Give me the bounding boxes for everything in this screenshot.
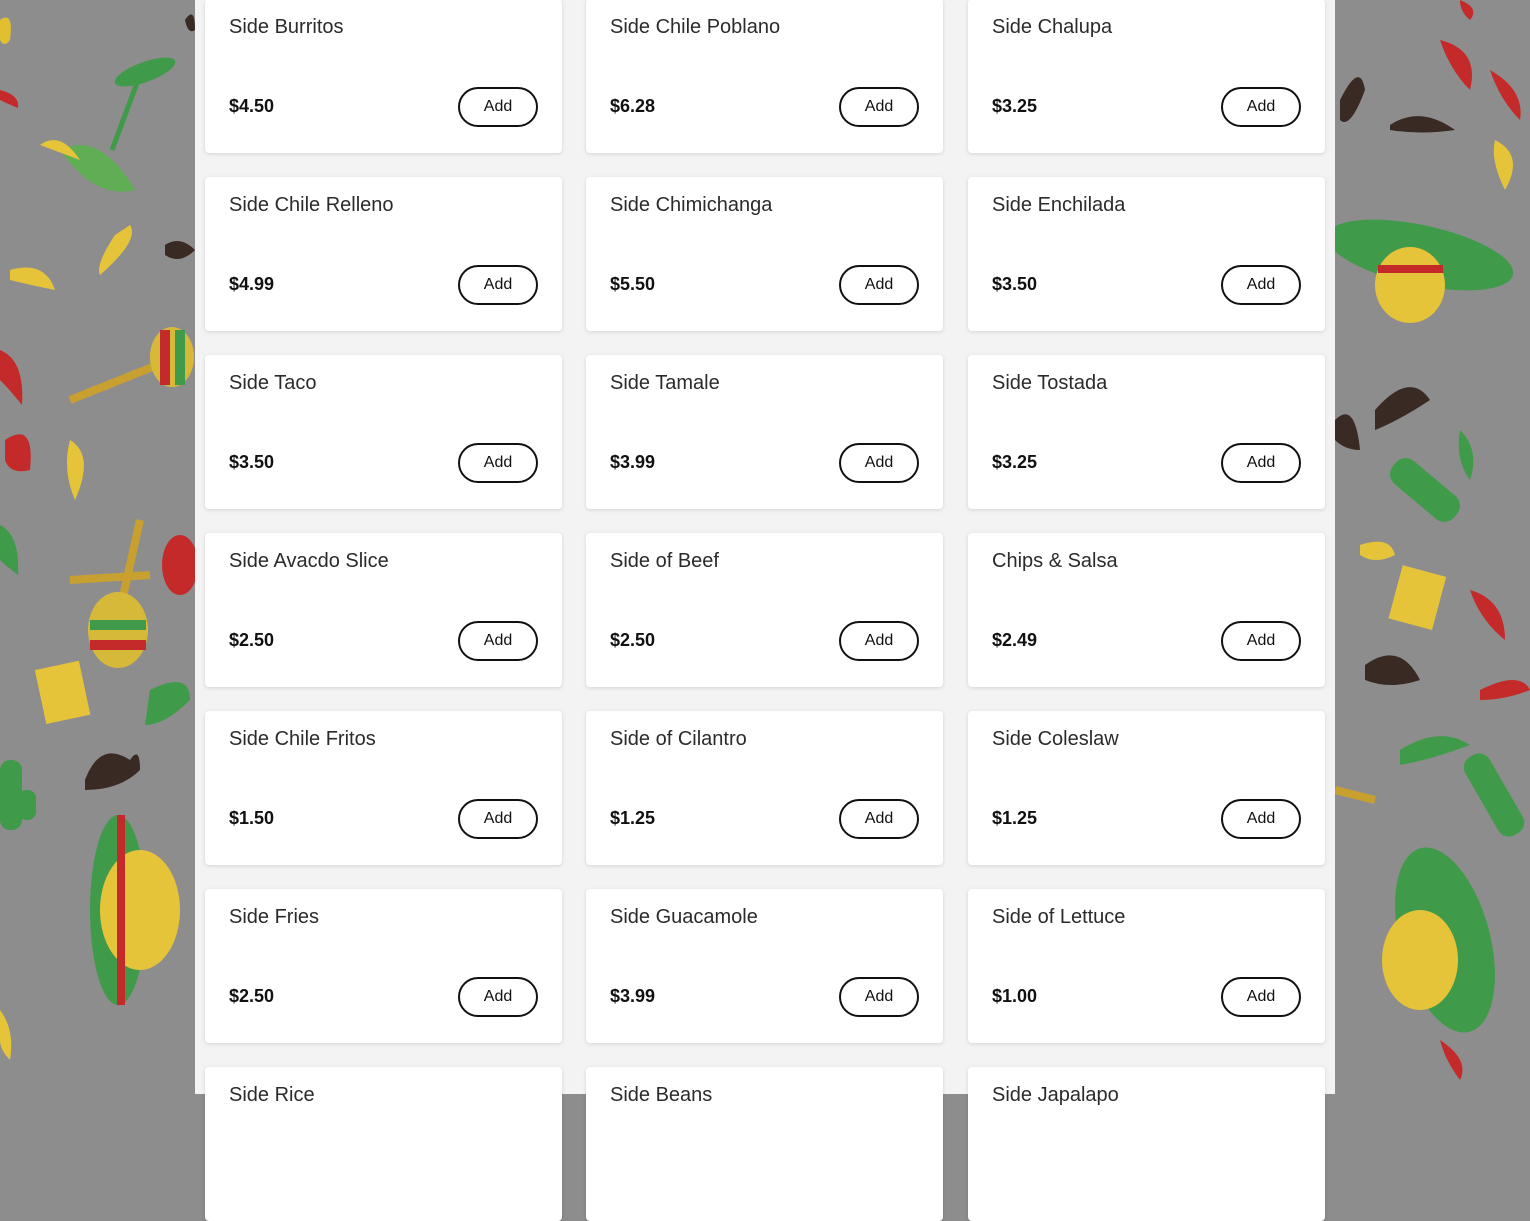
add-to-cart-button[interactable]: Add xyxy=(839,265,919,305)
menu-item-name: Side Tostada xyxy=(992,372,1108,394)
add-to-cart-button[interactable]: Add xyxy=(839,977,919,1017)
menu-item-price: $3.99 xyxy=(610,986,656,1006)
menu-item-name: Side of Cilantro xyxy=(610,728,747,750)
add-to-cart-button[interactable]: Add xyxy=(458,799,538,839)
add-to-cart-button[interactable]: Add xyxy=(458,265,538,305)
menu-item-name: Side Chalupa xyxy=(992,16,1113,38)
menu-item-name: Side Chile Poblano xyxy=(610,16,781,38)
margarita-glass-icon xyxy=(40,52,178,192)
menu-item-name: Side of Lettuce xyxy=(992,906,1126,928)
add-to-cart-button[interactable]: Add xyxy=(1221,87,1301,127)
add-to-cart-button[interactable]: Add xyxy=(1221,799,1301,839)
mustache-icon xyxy=(85,14,195,790)
menu-item-card xyxy=(205,889,562,1043)
menu-item-price: $1.00 xyxy=(992,986,1038,1006)
menu-item-card xyxy=(968,711,1325,865)
menu-item-price: $3.25 xyxy=(992,96,1038,116)
menu-item-card xyxy=(586,177,943,331)
menu-item-card xyxy=(586,533,943,687)
menu-item-name: Side Avacdo Slice xyxy=(229,550,389,572)
add-to-cart-button[interactable]: Add xyxy=(1221,621,1301,661)
menu-item-card xyxy=(968,889,1325,1043)
tequila-glass-icon xyxy=(1389,565,1447,630)
add-to-cart-button[interactable]: Add xyxy=(839,799,919,839)
menu-item-price: $4.99 xyxy=(229,274,275,294)
menu-item-card xyxy=(968,0,1325,153)
menu-item-card xyxy=(586,711,943,865)
menu-item-price: $1.25 xyxy=(992,808,1038,828)
maraca-icon xyxy=(1335,790,1375,800)
menu-item-price: $1.50 xyxy=(229,808,275,828)
menu-item-name: Side of Beef xyxy=(610,550,719,572)
menu-item-price: $6.28 xyxy=(610,96,656,116)
add-to-cart-button[interactable]: Add xyxy=(839,443,919,483)
menu-item-name: Side Fries xyxy=(229,906,320,928)
menu-item-name: Side Rice xyxy=(229,1084,315,1106)
menu-item-name: Side Burritos xyxy=(229,16,344,38)
menu-item-card xyxy=(586,0,943,153)
menu-item-price: $4.50 xyxy=(229,96,275,116)
add-to-cart-button[interactable]: Add xyxy=(458,443,538,483)
menu-item-card xyxy=(205,0,562,153)
menu-item-card xyxy=(205,533,562,687)
cactus-icon xyxy=(1385,453,1529,841)
menu-item-price: $3.99 xyxy=(610,452,656,472)
add-to-cart-button[interactable]: Add xyxy=(1221,977,1301,1017)
menu-item-price: $5.50 xyxy=(610,274,656,294)
menu-item-price: $2.50 xyxy=(229,986,275,1006)
menu-item-price: $2.50 xyxy=(229,630,275,650)
tequila-glass-icon xyxy=(35,661,90,724)
menu-item-name: Side Beans xyxy=(610,1084,713,1106)
menu-item-card xyxy=(205,355,562,509)
menu-item-price: $3.50 xyxy=(992,274,1038,294)
menu-item-name: Chips & Salsa xyxy=(992,550,1118,572)
menu-item-price: $3.25 xyxy=(992,452,1038,472)
add-to-cart-button[interactable]: Add xyxy=(1221,265,1301,305)
add-to-cart-button[interactable]: Add xyxy=(839,87,919,127)
add-to-cart-button[interactable]: Add xyxy=(839,621,919,661)
menu-item-name: Side Tamale xyxy=(610,372,720,394)
menu-item-price: $2.50 xyxy=(610,630,656,650)
menu-item-name: Side Coleslaw xyxy=(992,728,1119,750)
cactus-icon xyxy=(0,760,36,830)
menu-item-card xyxy=(205,177,562,331)
menu-item-name: Side Guacamole xyxy=(610,906,758,928)
menu-item-price: $2.49 xyxy=(992,630,1038,650)
menu-item-card xyxy=(968,1067,1325,1221)
menu-item-price: $3.50 xyxy=(229,452,275,472)
menu-item-card xyxy=(586,889,943,1043)
menu-item-card xyxy=(205,1067,562,1221)
add-to-cart-button[interactable]: Add xyxy=(1221,443,1301,483)
menu-item-price: $1.25 xyxy=(610,808,656,828)
menu-item-name: Side Chile Relleno xyxy=(229,194,394,216)
menu-item-name: Side Chimichanga xyxy=(610,194,773,216)
menu-item-card xyxy=(968,177,1325,331)
menu-item-card xyxy=(968,355,1325,509)
add-to-cart-button[interactable]: Add xyxy=(458,87,538,127)
menu-item-name: Side Japalapo xyxy=(992,1084,1119,1106)
menu-item-card xyxy=(968,533,1325,687)
menu-item-card xyxy=(586,1067,943,1221)
menu-item-card xyxy=(205,711,562,865)
sombrero-icon xyxy=(90,815,180,1005)
menu-item-card xyxy=(586,355,943,509)
add-to-cart-button[interactable]: Add xyxy=(458,621,538,661)
menu-item-name: Side Taco xyxy=(229,372,317,394)
menu-item-name: Side Chile Fritos xyxy=(229,728,376,750)
add-to-cart-button[interactable]: Add xyxy=(458,977,538,1017)
menu-item-name: Side Enchilada xyxy=(992,194,1126,216)
maraca-icon xyxy=(70,327,198,668)
